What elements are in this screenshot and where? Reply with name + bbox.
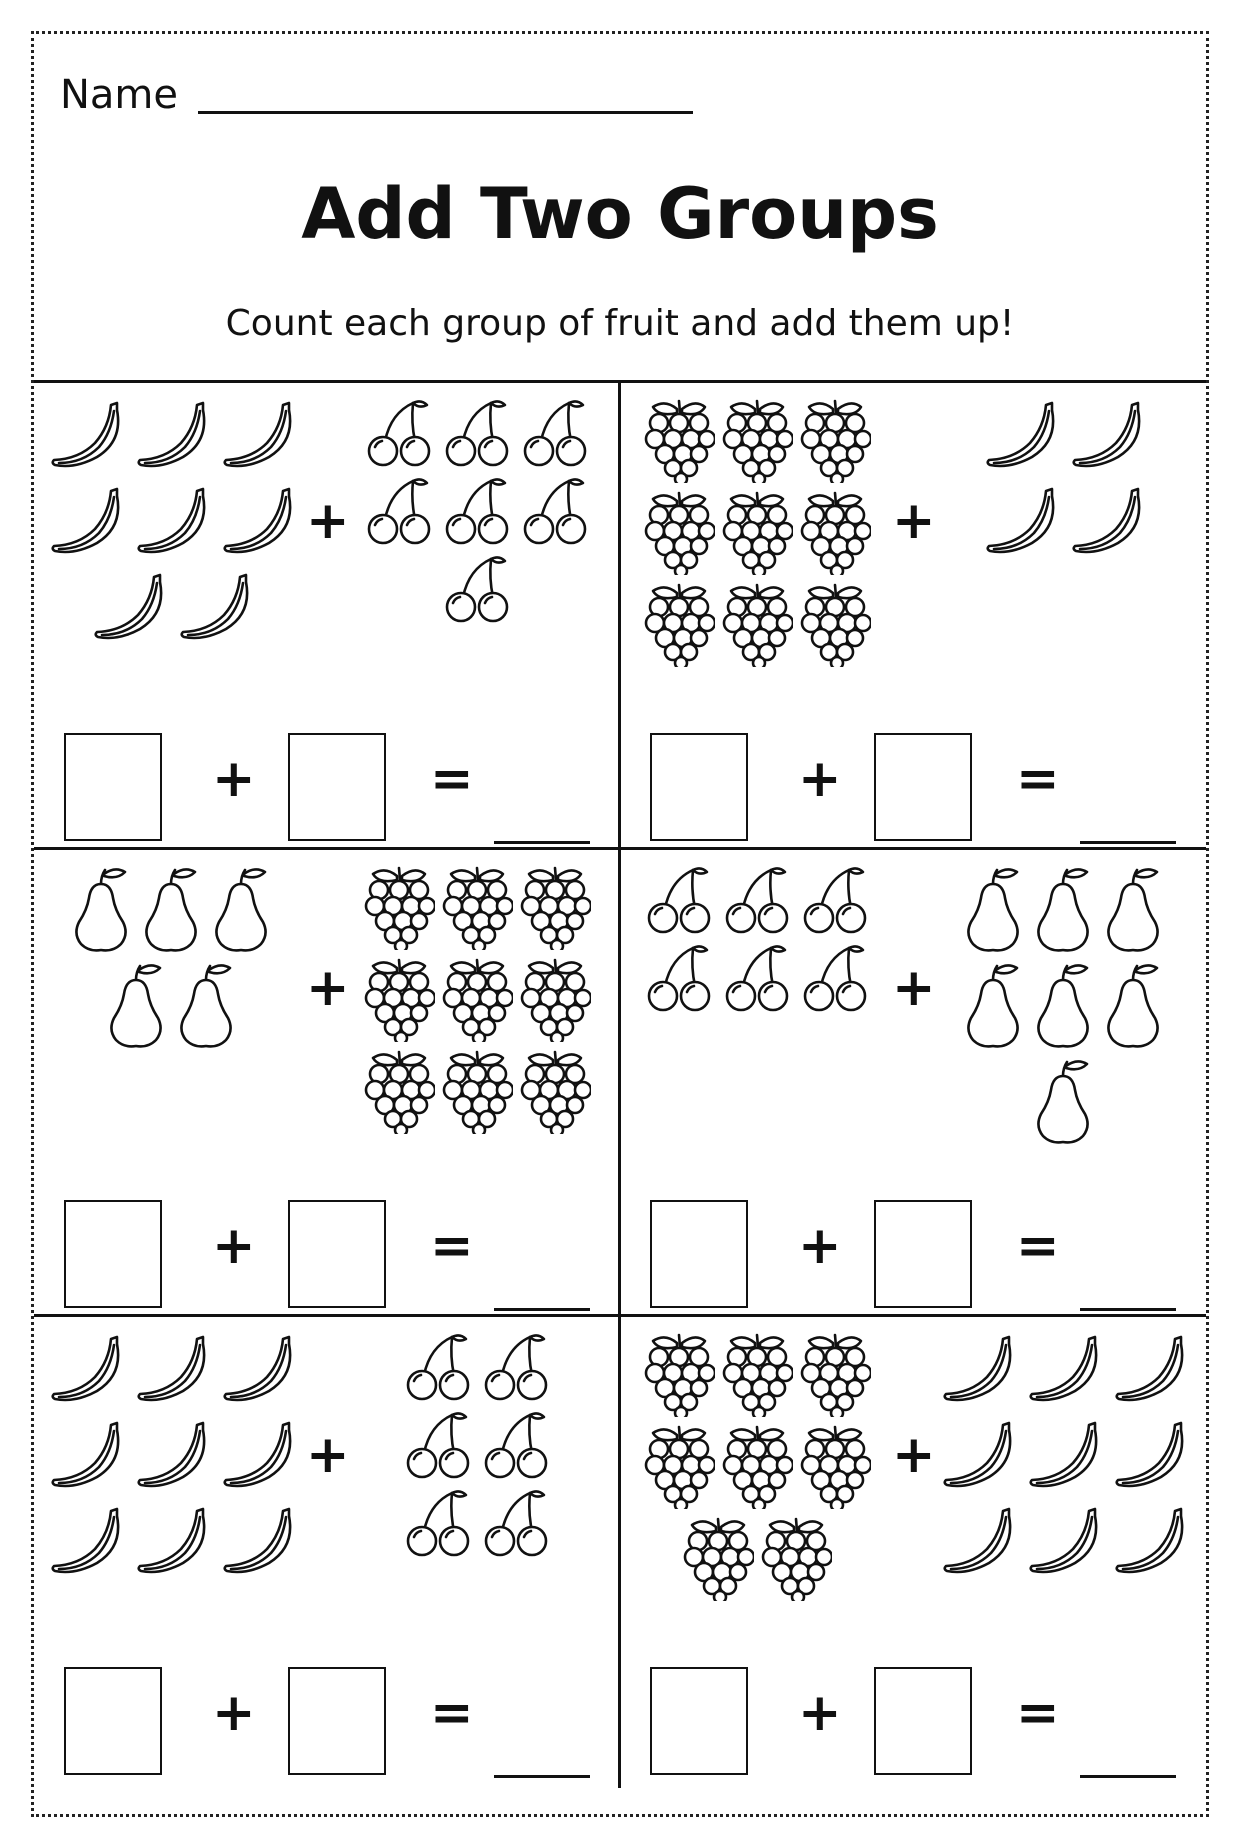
answer-box-first-group[interactable] [64, 1667, 162, 1775]
grapes-icon [441, 956, 513, 1046]
banana-icon [217, 1417, 297, 1501]
fruit-area [34, 383, 620, 723]
total-answer-line[interactable] [494, 841, 590, 844]
equation-row [620, 1657, 1206, 1767]
worksheet [31, 31, 1209, 1817]
banana-icon [131, 1417, 211, 1501]
equation-plus-sign: + [212, 1216, 256, 1276]
grapes-icon [643, 1331, 715, 1421]
cherry-icon [402, 1487, 474, 1563]
banana-icon [217, 1331, 297, 1415]
cherry-icon [363, 475, 435, 551]
answer-box-second-group[interactable] [288, 733, 386, 841]
cherry-icon [799, 942, 871, 1018]
grapes-icon [721, 397, 793, 487]
grapes-icon [519, 1048, 591, 1138]
cherry-icon [441, 397, 513, 473]
banana-icon [45, 1331, 125, 1415]
grapes-icon [799, 1331, 871, 1421]
total-answer-line[interactable] [1080, 1308, 1176, 1311]
banana-icon [1066, 397, 1146, 481]
name-write-line[interactable] [198, 111, 693, 114]
banana-icon [131, 397, 211, 481]
equals-sign: = [1016, 1216, 1060, 1276]
grapes-icon [760, 1515, 832, 1605]
grapes-icon [799, 489, 871, 579]
cherry-icon [643, 942, 715, 1018]
banana-icon [45, 1503, 125, 1587]
banana-icon [217, 483, 297, 567]
banana-icon [217, 1503, 297, 1587]
pear-icon [104, 960, 168, 1054]
total-answer-line[interactable] [1080, 1775, 1176, 1778]
answer-box-second-group[interactable] [288, 1200, 386, 1308]
grapes-icon [519, 956, 591, 1046]
banana-icon [1066, 483, 1146, 567]
equals-sign: = [430, 1216, 474, 1276]
answer-box-first-group[interactable] [650, 733, 748, 841]
banana-icon [45, 1417, 125, 1501]
name-row [60, 72, 693, 118]
total-answer-line[interactable] [494, 1308, 590, 1311]
problem-panel [34, 850, 620, 1316]
equals-sign: = [430, 1683, 474, 1743]
banana-icon [217, 397, 297, 481]
answer-box-second-group[interactable] [874, 1667, 972, 1775]
grapes-icon [721, 489, 793, 579]
banana-icon [131, 483, 211, 567]
total-answer-line[interactable] [494, 1775, 590, 1778]
fruit-area [34, 1317, 620, 1657]
cherry-icon [519, 475, 591, 551]
banana-icon [45, 483, 125, 567]
pear-icon [1101, 864, 1165, 958]
fruit-area [620, 1317, 1206, 1657]
answer-box-second-group[interactable] [288, 1667, 386, 1775]
problem-panel [620, 850, 1206, 1316]
banana-icon [174, 569, 254, 653]
grapes-icon [721, 1331, 793, 1421]
cherry-icon [519, 397, 591, 473]
grapes-icon [721, 1423, 793, 1513]
instructions: Count each group of fruit and add them up! [225, 303, 1015, 344]
cherry-icon [441, 475, 513, 551]
banana-icon [88, 569, 168, 653]
equation-row [34, 1190, 620, 1300]
cherry-icon [721, 942, 793, 1018]
equation-plus-sign: + [798, 1216, 842, 1276]
problem-grid [34, 380, 1206, 1788]
banana-icon [1023, 1417, 1103, 1501]
banana-icon [980, 483, 1060, 567]
equation-plus-sign: + [798, 749, 842, 809]
pear-icon [139, 864, 203, 958]
banana-icon [45, 397, 125, 481]
cherry-icon [402, 1409, 474, 1485]
answer-box-first-group[interactable] [64, 1200, 162, 1308]
pear-icon [209, 864, 273, 958]
equation-row [34, 1657, 620, 1767]
banana-icon [131, 1503, 211, 1587]
banana-icon [1109, 1417, 1189, 1501]
fruit-area [34, 850, 620, 1190]
pear-icon [1101, 960, 1165, 1054]
equation-row [34, 723, 620, 833]
problem-panel [34, 1317, 620, 1783]
pear-icon [1031, 1056, 1095, 1150]
group-plus-sign: + [892, 1425, 936, 1485]
equation-plus-sign: + [798, 1683, 842, 1743]
answer-box-second-group[interactable] [874, 733, 972, 841]
banana-icon [980, 397, 1060, 481]
pear-icon [961, 960, 1025, 1054]
grapes-icon [682, 1515, 754, 1605]
equation-row [620, 723, 1206, 833]
cherry-icon [441, 553, 513, 629]
answer-box-first-group[interactable] [650, 1200, 748, 1308]
problem-panel [620, 383, 1206, 849]
cherry-icon [480, 1409, 552, 1485]
answer-box-first-group[interactable] [650, 1667, 748, 1775]
group-plus-sign: + [306, 958, 350, 1018]
problem-panel [620, 1317, 1206, 1783]
banana-icon [937, 1417, 1017, 1501]
group-plus-sign: + [306, 1425, 350, 1485]
cherry-icon [480, 1331, 552, 1407]
banana-icon [937, 1331, 1017, 1415]
cherry-icon [402, 1331, 474, 1407]
grapes-icon [721, 581, 793, 671]
pear-icon [1031, 864, 1095, 958]
fruit-area [620, 383, 1206, 723]
grapes-icon [441, 864, 513, 954]
cherry-icon [643, 864, 715, 940]
pear-icon [174, 960, 238, 1054]
name-label: Name [60, 72, 179, 118]
banana-icon [131, 1331, 211, 1415]
banana-icon [1023, 1503, 1103, 1587]
grapes-icon [519, 864, 591, 954]
total-answer-line[interactable] [1080, 841, 1176, 844]
fruit-area [620, 850, 1206, 1190]
grapes-icon [363, 1048, 435, 1138]
banana-icon [937, 1503, 1017, 1587]
group-plus-sign: + [892, 491, 936, 551]
answer-box-first-group[interactable] [64, 733, 162, 841]
grapes-icon [643, 397, 715, 487]
pear-icon [1031, 960, 1095, 1054]
cherry-icon [799, 864, 871, 940]
grapes-icon [799, 1423, 871, 1513]
pear-icon [961, 864, 1025, 958]
grapes-icon [363, 956, 435, 1046]
banana-icon [1109, 1503, 1189, 1587]
grapes-icon [643, 581, 715, 671]
equals-sign: = [1016, 749, 1060, 809]
banana-icon [1023, 1331, 1103, 1415]
pear-icon [69, 864, 133, 958]
banana-icon [1109, 1331, 1189, 1415]
cherry-icon [480, 1487, 552, 1563]
group-plus-sign: + [892, 958, 936, 1018]
equation-plus-sign: + [212, 1683, 256, 1743]
worksheet-header [34, 34, 1206, 384]
grapes-icon [799, 397, 871, 487]
grapes-icon [643, 489, 715, 579]
grapes-icon [441, 1048, 513, 1138]
cherry-icon [363, 397, 435, 473]
answer-box-second-group[interactable] [874, 1200, 972, 1308]
page-title: Add Two Groups [301, 173, 939, 255]
problem-panel [34, 383, 620, 849]
equation-plus-sign: + [212, 749, 256, 809]
group-plus-sign: + [306, 491, 350, 551]
grapes-icon [643, 1423, 715, 1513]
equation-row [620, 1190, 1206, 1300]
equals-sign: = [1016, 1683, 1060, 1743]
equals-sign: = [430, 749, 474, 809]
grapes-icon [799, 581, 871, 671]
cherry-icon [721, 864, 793, 940]
grapes-icon [363, 864, 435, 954]
